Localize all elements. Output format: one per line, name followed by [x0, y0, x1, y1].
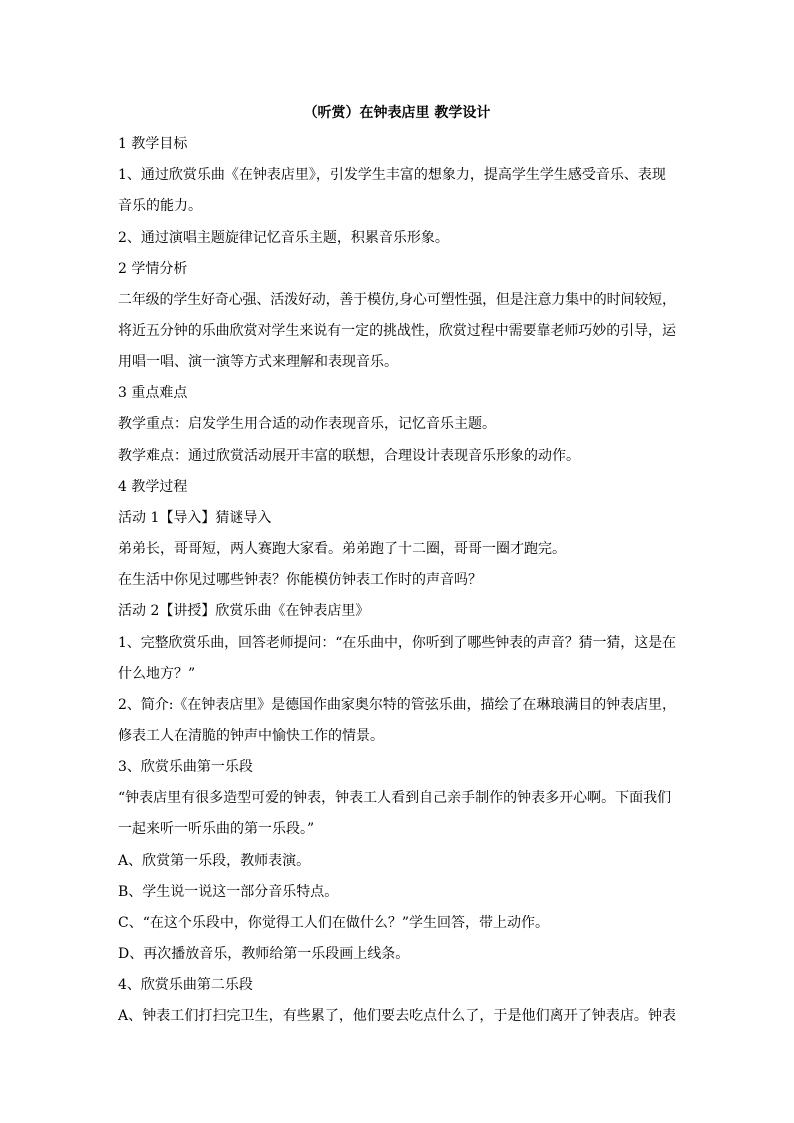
paragraph-line: 教学重点：启发学生用合适的动作表现音乐，记忆音乐主题。	[118, 416, 496, 432]
list-item: A、钟表工们打扫完卫生，有些累了，他们要去吃点什么了，于是他们离开了钟表店。钟表	[118, 1008, 677, 1024]
activity-heading: 活动 1【导入】猜谜导入	[118, 510, 272, 526]
paragraph-line: 一起来听一听乐曲的第一乐段。”	[118, 821, 315, 837]
list-item: D、再次播放音乐，教师给第一乐段画上线条。	[118, 946, 410, 962]
section-heading-key-points: 3 重点难点	[118, 385, 188, 401]
paragraph-line: 1、通过欣赏乐曲《在钟表店里》，引发学生丰富的想象力，提高学生学生感受音乐、表现	[118, 167, 666, 183]
section-heading-objectives: 1 教学目标	[118, 136, 188, 152]
list-item: B、学生说一说这一部分音乐特点。	[118, 884, 339, 900]
paragraph-line: 3、欣赏乐曲第一乐段	[118, 759, 253, 775]
paragraph-line: 用唱一唱、演一演等方式来理解和表现音乐。	[118, 354, 398, 370]
paragraph-line: 弟弟长，哥哥短，两人赛跑大家看。弟弟跑了十二圈，哥哥一圈才跑完。	[118, 541, 566, 557]
paragraph-line: 修表工人在清脆的钟声中愉快工作的情景。	[118, 728, 384, 744]
document-title: （听赏）在钟表店里 教学设计	[303, 105, 491, 121]
list-item: C、“在这个乐段中，你觉得工人们在做什么？”学生回答，带上动作。	[118, 915, 550, 931]
activity-heading: 活动 2【讲授】欣赏乐曲《在钟表店里》	[118, 603, 370, 619]
paragraph-line: 在生活中你见过哪些钟表？你能模仿钟表工作时的声音吗？	[118, 572, 482, 588]
paragraph-line: 教学难点：通过欣赏活动展开丰富的联想，合理设计表现音乐形象的动作。	[118, 448, 580, 464]
list-item: A、欣赏第一乐段，教师表演。	[118, 853, 311, 869]
section-heading-process: 4 教学过程	[118, 479, 188, 495]
paragraph-line: 2、简介:《在钟表店里》是德国作曲家奥尔特的管弦乐曲，描绘了在琳琅满目的钟表店里，	[118, 697, 676, 713]
paragraph-line: 4、欣赏乐曲第二乐段	[118, 977, 253, 993]
paragraph-line: 2、通过演唱主题旋律记忆音乐主题，积累音乐形象。	[118, 230, 449, 246]
paragraph-line: 将近五分钟的乐曲欣赏对学生来说有一定的挑战性，欣赏过程中需要靠老师巧妙的引导，运	[118, 323, 676, 339]
paragraph-line: 1、完整欣赏乐曲，回答老师提问：“在乐曲中，你听到了哪些钟表的声音？猜一猜，这是在	[118, 635, 676, 651]
paragraph-line: 什么地方？”	[118, 666, 196, 682]
paragraph-line: “钟表店里有很多造型可爱的钟表，钟表工人看到自己亲手制作的钟表多开心啊。下面我们	[118, 790, 672, 806]
paragraph-line: 音乐的能力。	[118, 198, 202, 214]
paragraph-line: 二年级的学生好奇心强、活泼好动，善于模仿,身心可塑性强，但是注意力集中的时间较短，	[118, 292, 676, 308]
section-heading-analysis: 2 学情分析	[118, 261, 188, 277]
